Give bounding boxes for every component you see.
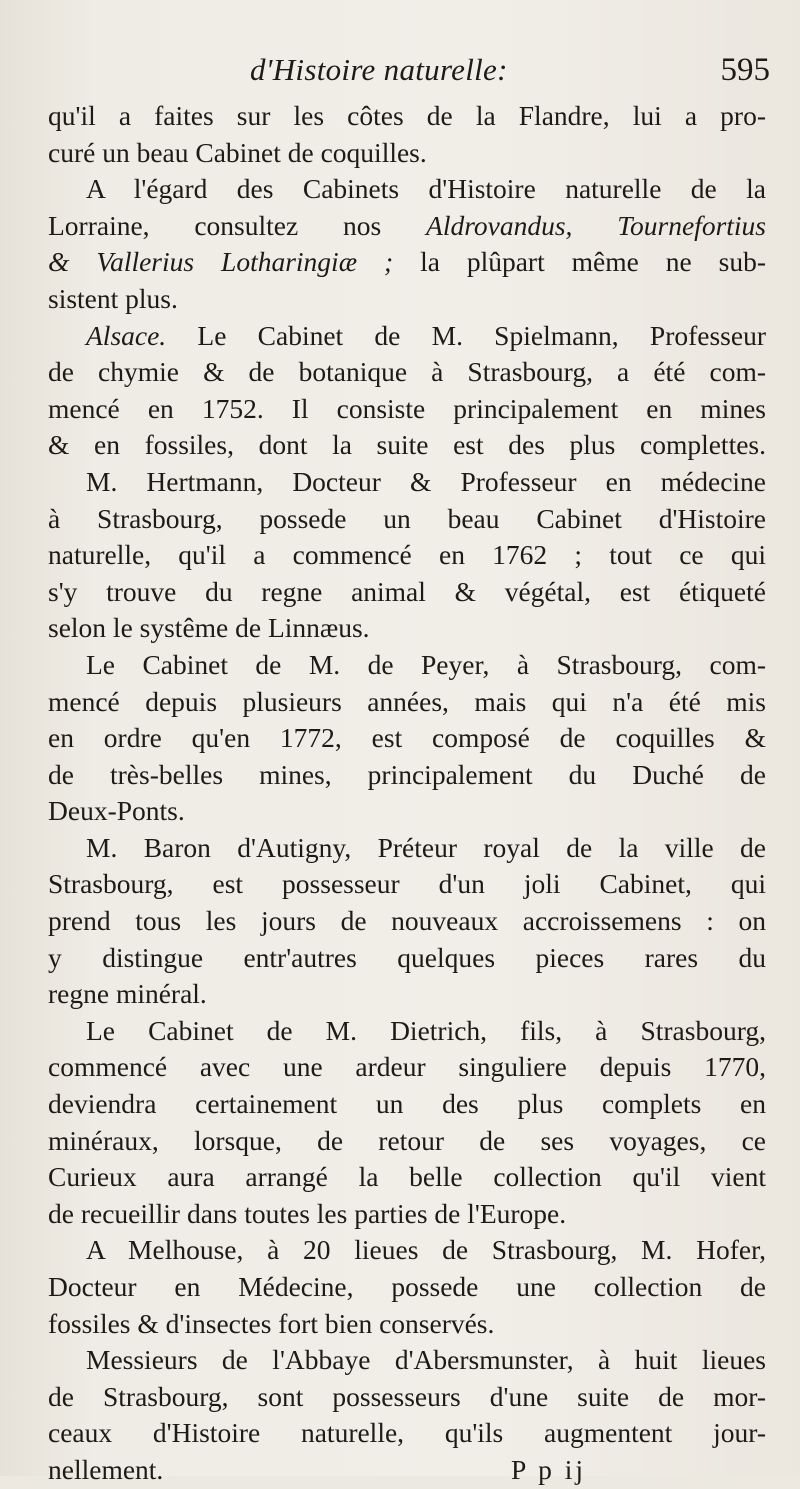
text-line: deviendra certainement un des plus complets en [48, 1088, 766, 1120]
text-line: minéraux, lorsque, de retour de ses voyages, ce [48, 1124, 766, 1156]
text-line: sistent plus. [48, 282, 178, 314]
page-header [250, 52, 770, 98]
text-line: nellement. P p ij [48, 1452, 766, 1489]
text-line: Strasbourg, est possesseur d'un joli Cabinet, qui [48, 868, 766, 900]
text-line: & en fossiles, dont la suite est des plus complettes. [48, 429, 766, 461]
text-line: fossiles & d'insectes fort bien conservés. [48, 1307, 495, 1339]
signature-mark: P p ij [510, 1453, 586, 1485]
text-line: curé un beau Cabinet de coquilles. [48, 136, 427, 168]
text-line: commencé avec une ardeur singuliere depuis 1770, [48, 1051, 766, 1083]
text-line: Deux-Ponts. [48, 795, 185, 827]
text-line: regne minéral. [48, 978, 207, 1010]
body-text [48, 98, 766, 1489]
text-line: ceaux d'Histoire naturelle, qu'ils augmentent jour- [48, 1417, 766, 1449]
section-heading-alsace: Alsace. [86, 319, 167, 351]
text-line: à Strasbourg, possede un beau Cabinet d'Histoire [48, 502, 766, 534]
text-line: Le Cabinet de M. de Peyer, à Strasbourg, com- [86, 648, 766, 680]
text-line: y distingue entr'autres quelques pieces rares du [48, 941, 766, 973]
text-line: A Melhouse, à 20 lieues de Strasbourg, M. Hofer, [86, 1234, 766, 1266]
text-line: Lorraine, consultez nos Aldrovandus, Tournefortius [48, 209, 766, 241]
text-line: M. Hertmann, Docteur & Professeur en médecine [86, 465, 766, 497]
italic-names: Aldrovandus, Tournefortius [426, 209, 766, 241]
text-line: Alsace. Le Cabinet de M. Spielmann, Professeur [86, 319, 766, 351]
text-line: de chymie & de botanique à Strasbourg, a été com- [48, 356, 766, 388]
text-line: M. Baron d'Autigny, Préteur royal de la ville de [86, 831, 766, 863]
text-line: Le Cabinet de M. Dietrich, fils, à Strasbourg, [86, 1014, 766, 1046]
text-line: en ordre qu'en 1772, est composé de coquilles & [48, 722, 766, 754]
text-line: de Strasbourg, sont possesseurs d'une suite de mor- [48, 1380, 766, 1412]
text-line: & Vallerius Lotharingiæ ; la plûpart même ne sub- [48, 246, 767, 278]
text-line: mencé en 1752. Il consiste principalement en mines [48, 392, 766, 424]
text-line: Messieurs de l'Abbaye d'Abersmunster, à huit lieues [86, 1344, 766, 1376]
text-line: selon le systême de Linnæus. [48, 612, 370, 644]
text-line: de recueillir dans toutes les parties de l'Europe. [48, 1197, 567, 1229]
text-line: Curieux aura arrangé la belle collection qu'il vient [48, 1161, 766, 1193]
running-title: d'Histoire naturelle: [250, 52, 508, 87]
text-line: s'y trouve du regne animal & végétal, est étiqueté [48, 575, 766, 607]
page-number: 595 [720, 52, 770, 88]
text-line: mencé depuis plusieurs années, mais qui n'a été mis [48, 685, 766, 717]
text-line: naturelle, qu'il a commencé en 1762 ; tout ce qui [48, 539, 766, 571]
italic-names: & Vallerius Lotharingiæ ; [48, 246, 394, 278]
text-line: qu'il a faites sur les côtes de la Flandre, lui a pro- [48, 100, 766, 131]
text-line: de très-belles mines, principalement du Duché de [48, 758, 766, 790]
text-line: A l'égard des Cabinets d'Histoire naturelle de la [86, 173, 766, 205]
text-line: Docteur en Médecine, possede une collection de [48, 1271, 766, 1302]
text-line: prend tous les jours de nouveaux accroissemens : on [48, 905, 766, 937]
